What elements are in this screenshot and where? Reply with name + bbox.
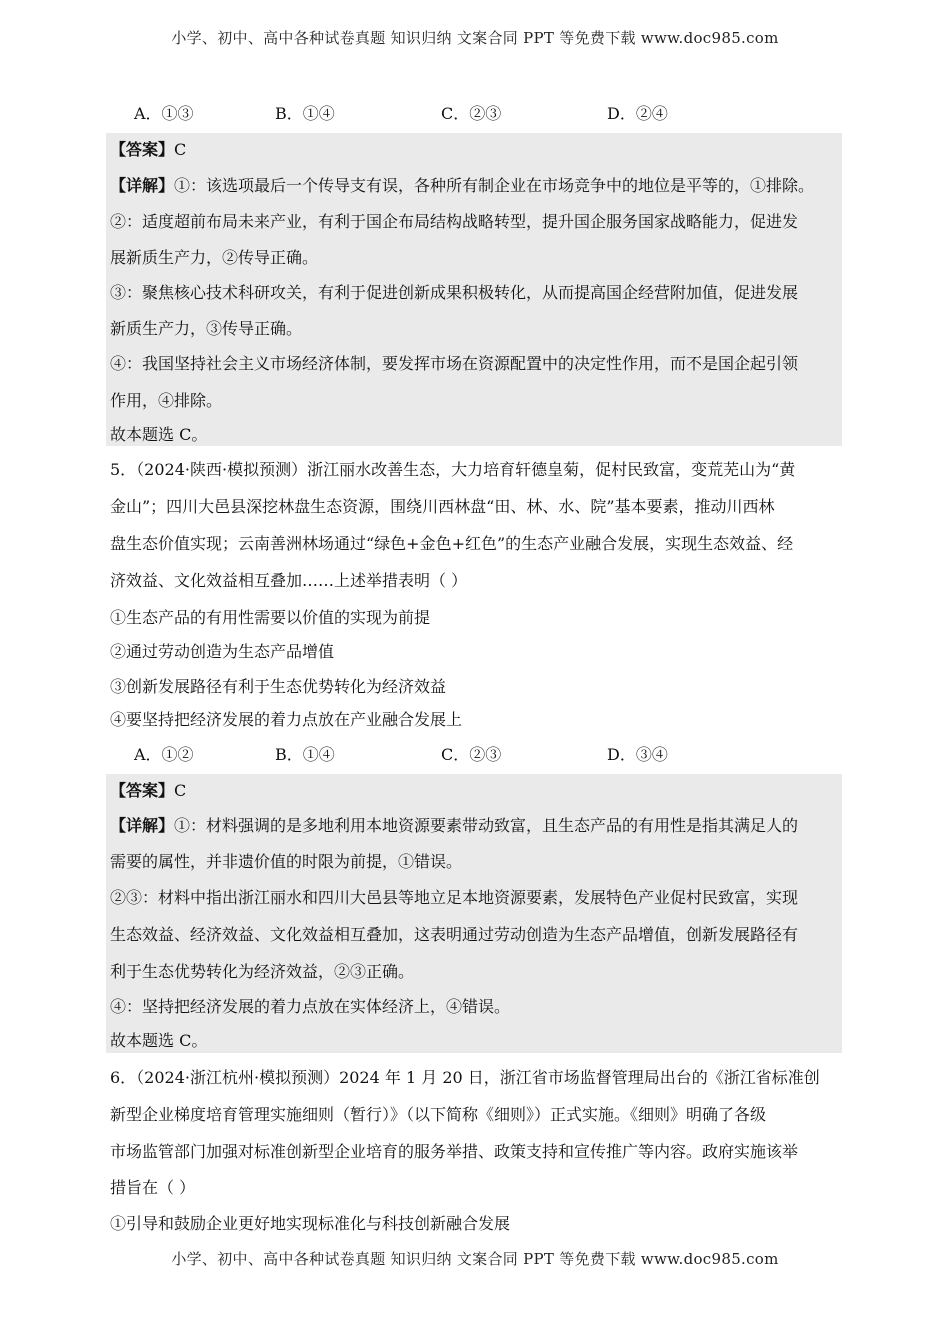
q5-option-a: A．①② [134, 745, 194, 764]
q6-stem-line: 措旨在（ ） [110, 1178, 196, 1197]
answer-label: 【答案】 [110, 781, 175, 800]
q4-detail-line: 新质生产力，③传导正确。 [110, 319, 303, 338]
q5-detail-line: 利于生态优势转化为经济效益，②③正确。 [110, 962, 415, 981]
q5-stem-line: 盘生态价值实现；云南善洲林场通过“绿色+金色+红色”的生态产业融合发展，实现生态效益、经 [110, 534, 794, 553]
q6-stem-line: 新型企业梯度培育管理实施细则（暂行）》（以下简称《细则》）正式实施。《细则》明确了各级 [110, 1105, 767, 1124]
header-banner: 小学、初中、高中各种试卷真题 知识归纳 文案合同 PPT 等免费下载 www.doc985.com [171, 29, 779, 47]
q4-option-d: D．②④ [607, 104, 668, 123]
q5-answer [110, 781, 842, 801]
q4-option-c: C．②③ [441, 104, 502, 123]
q6-choice-1: ①引导和鼓励企业更好地实现标准化与科技创新融合发展 [110, 1214, 511, 1233]
answer-value: C [174, 781, 187, 800]
q4-detail-line: ②：适度超前布局未来产业，有利于国企布局结构战略转型，提升国企服务国家战略能力，促进发 [110, 212, 799, 231]
q5-stem-line: 金山”；四川大邑县深挖林盘生态资源，围绕川西林盘“田、林、水、院”基本要素，推动川西林 [110, 497, 775, 516]
answer-label: 【答案】 [110, 140, 175, 159]
q5-detail-line: 需要的属性，并非遗价值的时限为前提，①错误。 [110, 852, 463, 871]
q4-detail-line: ③：聚焦核心技术科研攻关，有利于促进创新成果积极转化，从而提高国企经营附加值，促进发展 [110, 283, 799, 302]
q4-detail-line: 展新质生产力，②传导正确。 [110, 248, 319, 267]
q5-option-d: D．③④ [607, 745, 668, 764]
q6-stem-line: 6．（2024·浙江杭州·模拟预测）2024 年 1 月 20 日，浙江省市场监督管理局出台的《浙江省标准创 [110, 1068, 820, 1087]
q4-detail-line: 作用，④排除。 [110, 391, 223, 410]
detail-label: 【详解】 [110, 176, 175, 195]
q5-detail-line: ②③：材料中指出浙江丽水和四川大邑县等地立足本地资源要素，发展特色产业促村民致富，实现 [110, 888, 799, 907]
q4-option-b: B．①④ [275, 104, 335, 123]
q5-option-c: C．②③ [441, 745, 502, 764]
q5-detail-line: 生态效益、经济效益、文化效益相互叠加，这表明通过劳动创造为生态产品增值，创新发展路径有 [110, 925, 799, 944]
q5-stem-line: 5．（2024·陕西·模拟预测）浙江丽水改善生态，大力培育轩德皇菊，促村民致富，变荒芜山为“黄 [110, 460, 796, 479]
q5-detail-line: 【详解】①：材料强调的是多地利用本地资源要素带动致富，且生态产品的有用性是指其满足人的 [110, 816, 799, 835]
q5-choice-2: ②通过劳动创造为生态产品增值 [110, 642, 335, 661]
q4-answer [110, 140, 842, 160]
q5-choice-1: ①生态产品的有用性需要以价值的实现为前提 [110, 608, 431, 627]
footer-banner: 小学、初中、高中各种试卷真题 知识归纳 文案合同 PPT 等免费下载 www.doc985.com [171, 1250, 779, 1268]
q4-detail-line: 【详解】①：该选项最后一个传导支有误，各种所有制企业在市场竞争中的地位是平等的，①排除。 [110, 176, 815, 195]
q5-choice-4: ④要坚持把经济发展的着力点放在产业融合发展上 [110, 710, 463, 729]
q6-stem-line: 市场监管部门加强对标准创新型企业培育的服务举措、政策支持和宣传推广等内容。政府实施该举 [110, 1142, 799, 1161]
detail-label: 【详解】 [110, 816, 175, 835]
q5-conclusion: 故本题选 C。 [110, 1031, 208, 1050]
q5-option-b: B．①④ [275, 745, 335, 764]
q5-choice-3: ③创新发展路径有利于生态优势转化为经济效益 [110, 677, 447, 696]
q5-detail-line: ④：坚持把经济发展的着力点放在实体经济上，④错误。 [110, 997, 511, 1016]
q4-conclusion: 故本题选 C。 [110, 425, 208, 444]
q4-option-a: A．①③ [134, 104, 194, 123]
q4-detail-line: ④：我国坚持社会主义市场经济体制，要发挥市场在资源配置中的决定性作用，而不是国企起引领 [110, 354, 799, 373]
q5-stem-line: 济效益、文化效益相互叠加……上述举措表明（ ） [110, 571, 468, 590]
answer-value: C [174, 140, 187, 159]
